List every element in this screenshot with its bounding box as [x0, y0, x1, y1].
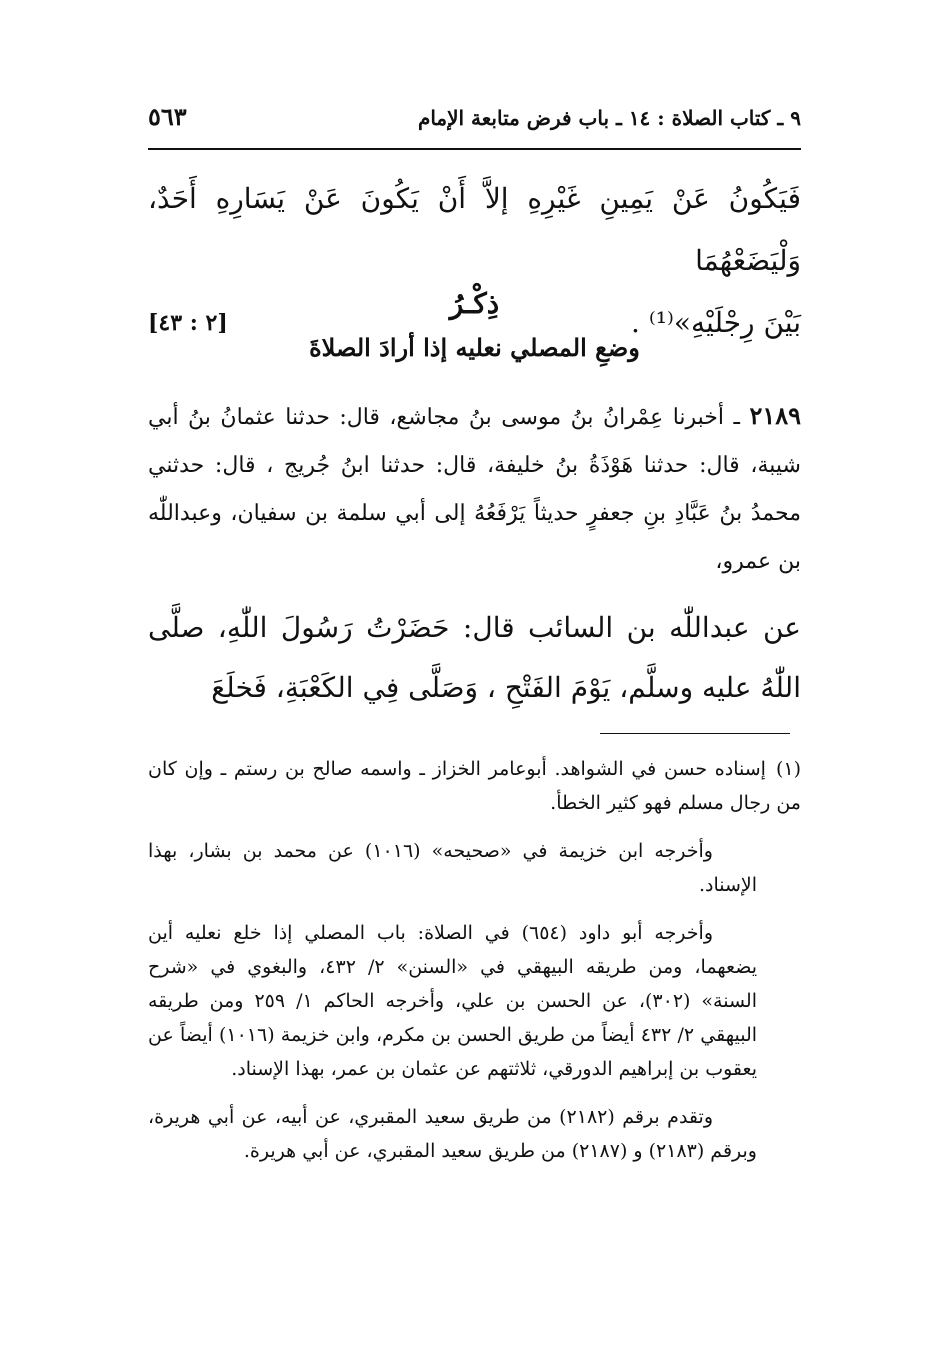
running-header	[148, 100, 801, 140]
hadith-number: ٢١٨٩	[749, 401, 801, 430]
page-number: ٥٦٣	[148, 102, 187, 131]
section-subtitle: وضعِ المصلي نعليه إذا أرادَ الصلاةَ	[309, 333, 640, 362]
footnote-paragraph-3: وأخرجه أبو داود (٦٥٤) في الصلاة: باب المصلي إذا خلع نعليه أين يضعهما، ومن طريقه البيهقي في «السنن» ٢/ ٤٣٢، والبغوي في «شرح السنة» (٣٠٢)، عن الحسن بن علي، وأخرجه الحاكم ١/ ٢٥٩ ومن طريقه البيهقي ٢/ ٤٣٢ أيضاً من طريق الحسن بن مكرم، وابن خزيمة (١٠١٦) أيضاً عن يعقوب بن إبراهيم الدورقي، ثلاثتهم عن عثمان بن عمر، بهذا الإسناد.	[148, 922, 758, 1080]
hadith-line-2: بَيْنَ رِجْلَيْهِ»⁽¹⁾ .	[631, 306, 801, 339]
hadith-reference: [٢ : ٤٣]	[148, 310, 228, 336]
footnote-1-text: إسناده حسن في الشواهد. أبوعامر الخزاز ـ واسمه صالح بن رستم ـ وإن كان من رجال مسلم فهو كثير الخطأ.	[148, 758, 801, 814]
footnote-divider	[600, 733, 790, 734]
hadith-line-1: فَيَكُونُ عَنْ يَمِينِ غَيْرِهِ إلاَّ أَنْ يَكُونَ عَنْ يَسَارِهِ أَحَدٌ، وَلْيَضَعْهُمَا	[148, 182, 801, 277]
isnad-text: ـ أخبرنا عِمْرانُ بنُ موسى بنُ مجاشع، قال: حدثنا عثمانُ بنُ أبي شيبة، قال: حدثنا هَوْذَةُ بنُ خليفة، قال: حدثنا ابنُ جُريج ، قال: حدثني محمدُ بنُ عَبَّادِ بنِ جعفرٍ حديثاً يَرْفَعُهُ إلى أبي سلمة بن سفيان، وعبداللّٰه بن عمرو،	[148, 405, 801, 574]
section-heading	[148, 282, 801, 370]
footnote-marker: (١)	[775, 758, 801, 780]
footnote-1	[148, 752, 801, 820]
hadith-matn: عن عبداللّٰه بن السائب قال: حَضَرْتُ رَسُولَ اللّٰهِ، صلَّى اللّٰهُ عليه وسلَّم، يَوْمَ الفَتْحِ ، وَصَلَّى فِي الكَعْبَةِ، فَخلَعَ	[148, 611, 801, 704]
header-divider	[148, 148, 801, 150]
section-title: ذِكْـرُ	[449, 287, 500, 320]
footnote-paragraph-2: وأخرجه ابن خزيمة في «صحيحه» (١٠١٦) عن محمد بن بشار، بهذا الإسناد.	[148, 840, 757, 896]
chapter-title: ٩ ـ كتاب الصلاة : ١٤ ـ باب فرض متابعة الإمام	[417, 106, 801, 130]
footnotes	[148, 752, 801, 1182]
footnote-paragraph-4: وتقدم برقم (٢١٨٢) من طريق سعيد المقبري، عن أبيه، عن أبي هريرة، وبرقم (٢١٨٣) و (٢١٨٧) من طريق سعيد المقبري، عن أبي هريرة.	[148, 1106, 757, 1162]
hadith-isnad	[148, 392, 801, 586]
